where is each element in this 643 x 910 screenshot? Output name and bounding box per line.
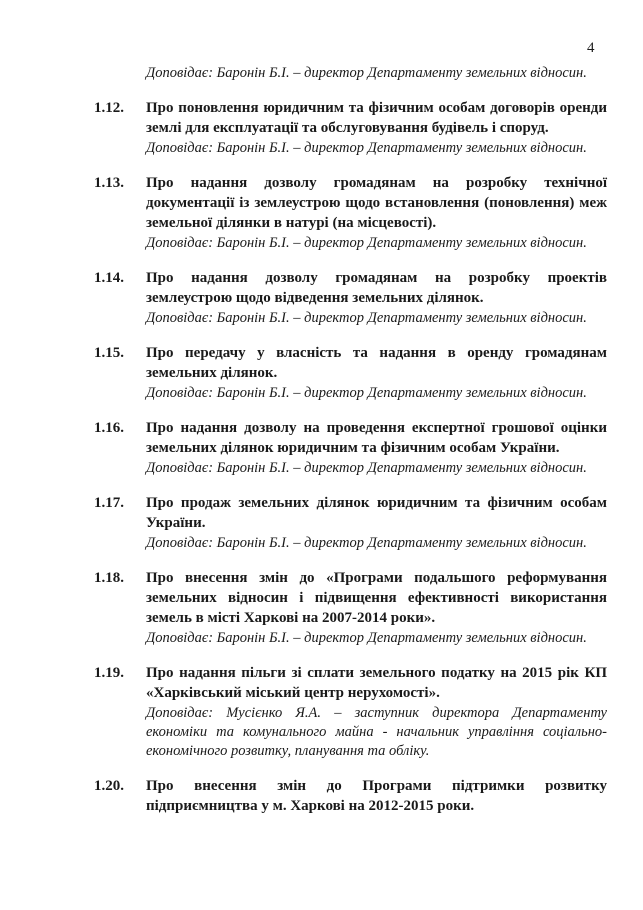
reporter-line: Доповідає: Баронін Б.І. – директор Департаменту земельних відносин. [146, 460, 587, 476]
item-title: Про надання пільги зі сплати земельного податку на 2015 рік КП «Харківський міський центр нерухомості». [146, 665, 607, 701]
reporter-line: Доповідає: Баронін Б.І. – директор Департаменту земельних відносин. [146, 630, 587, 646]
item-number: 1.20. [94, 778, 124, 794]
item-title: Про передачу у власність та надання в оренду громадянам земельних ділянок. [146, 345, 607, 381]
item-title: Про внесення змін до «Програми подальшого реформування земельних відносин і підвищення ефективності використання земель в місті Харкові на 2007-2014 роки». [146, 570, 607, 626]
agenda-content [0, 64, 643, 816]
agenda-item-1-18 [0, 568, 643, 648]
reporter-line: Доповідає: Баронін Б.І. – директор Департаменту земельних відносин. [146, 65, 587, 81]
reporter-line: Доповідає: Баронін Б.І. – директор Департаменту земельних відносин. [146, 235, 587, 251]
item-title: Про внесення змін до Програми підтримки розвитку підприємництва у м. Харкові на 2012-2015 роки. [146, 778, 607, 814]
reporter-line: Доповідає: Баронін Б.І. – директор Департаменту земельних відносин. [146, 385, 587, 401]
item-number: 1.17. [94, 495, 124, 511]
item-number: 1.15. [94, 345, 124, 361]
item-number: 1.18. [94, 570, 124, 586]
agenda-item-1-19 [0, 663, 643, 761]
item-title: Про надання дозволу громадянам на розробку технічної документації із землеустрою щодо встановлення (поновлення) меж земельної ділянки в натурі (на місцевості). [146, 175, 607, 231]
reporter-line: Доповідає: Баронін Б.І. – директор Департаменту земельних відносин. [146, 140, 587, 156]
item-number: 1.16. [94, 420, 124, 436]
item-number: 1.14. [94, 270, 124, 286]
agenda-item-1-13 [0, 173, 643, 253]
item-title: Про поновлення юридичним та фізичним особам договорів оренди землі для експлуатації та обслуговування будівель і споруд. [146, 100, 607, 136]
item-number: 1.13. [94, 175, 124, 191]
reporter-line: Доповідає: Мусієнко Я.А. – заступник директора Департаменту економіки та комунального майна - начальник управління соціально-економічного розвитку, планування та обліку. [146, 705, 607, 759]
agenda-item-1-12 [0, 98, 643, 158]
agenda-item-1-16 [0, 418, 643, 478]
agenda-item-1-15 [0, 343, 643, 403]
item-title: Про продаж земельних ділянок юридичним та фізичним особам України. [146, 495, 607, 531]
agenda-item-1-14 [0, 268, 643, 328]
item-title: Про надання дозволу на проведення експертної грошової оцінки земельних ділянок юридичним та фізичним особам України. [146, 420, 607, 456]
item-title: Про надання дозволу громадянам на розробку проектів землеустрою щодо відведення земельних ділянок. [146, 270, 607, 306]
agenda-item-1-17 [0, 493, 643, 553]
agenda-item-1-20 [0, 776, 643, 816]
reporter-line: Доповідає: Баронін Б.І. – директор Департаменту земельних відносин. [146, 535, 587, 551]
item-number: 1.12. [94, 100, 124, 116]
item-number: 1.19. [94, 665, 124, 681]
reporter-line: Доповідає: Баронін Б.І. – директор Департаменту земельних відносин. [146, 310, 587, 326]
page-number: 4 [587, 40, 595, 56]
